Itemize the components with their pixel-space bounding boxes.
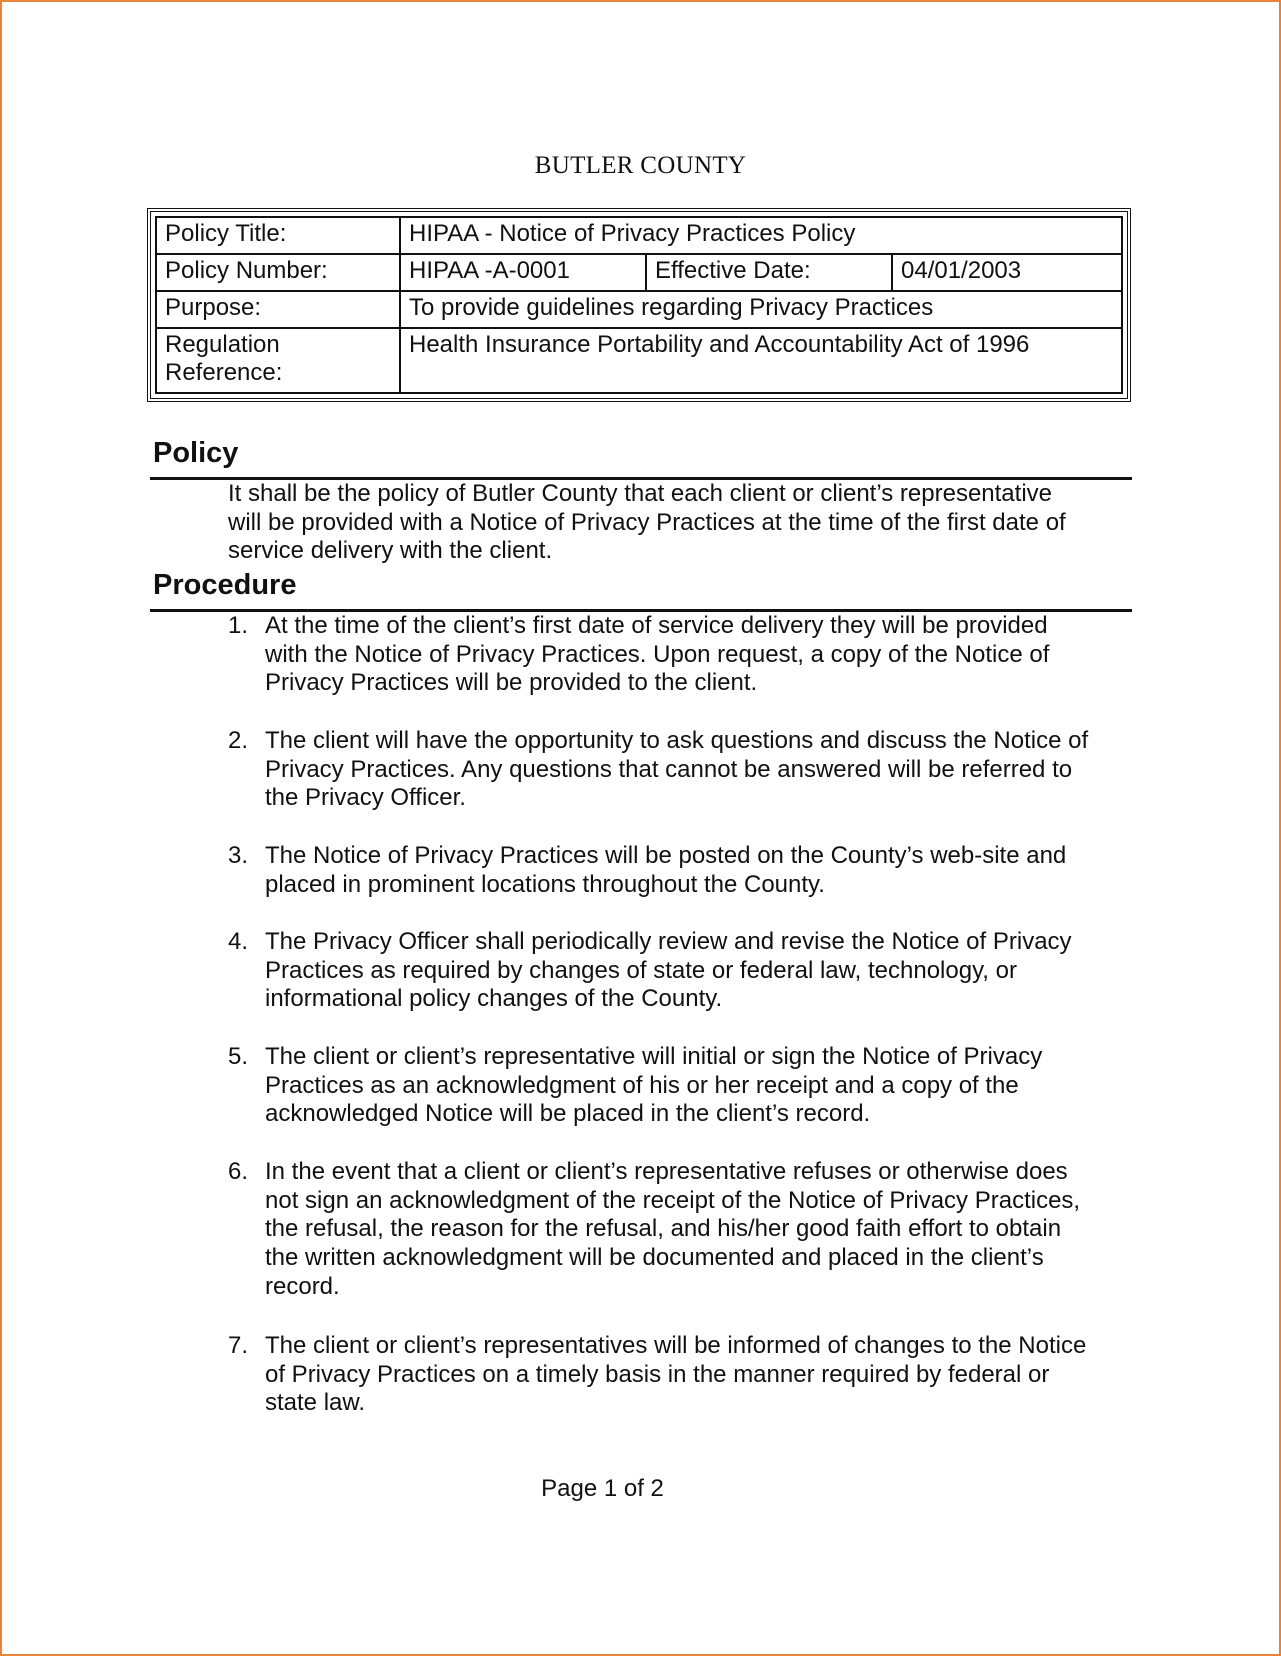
procedure-item-line: In the event that a client or client’s representative refuses or otherwise does bbox=[265, 1158, 1068, 1185]
procedure-item-line: the refusal, the reason for the refusal, and his/her good faith effort to obtain bbox=[265, 1215, 1062, 1243]
policy-number-value: HIPAA -A-0001 bbox=[400, 254, 646, 291]
procedure-item-number: 6. bbox=[228, 1158, 249, 1185]
procedure-item-line: informational policy changes of the County. bbox=[265, 985, 723, 1013]
regulation-label bbox=[156, 328, 400, 393]
procedure-item-line: The client or client’s representatives will be informed of changes to the Notice bbox=[265, 1332, 1087, 1359]
regulation-label-line-1: Regulation bbox=[165, 331, 280, 358]
effective-date-label: Effective Date: bbox=[646, 254, 892, 291]
procedure-item-line: The client will have the opportunity to ask questions and discuss the Notice of bbox=[265, 727, 1089, 754]
procedure-item-line: acknowledged Notice will be placed in the client’s record. bbox=[265, 1100, 871, 1128]
procedure-item-number: 5. bbox=[228, 1043, 249, 1070]
procedure-item-line: Privacy Practices will be provided to the client. bbox=[265, 669, 758, 697]
policy-title-value: HIPAA - Notice of Privacy Practices Policy bbox=[400, 217, 1122, 254]
procedure-item-line: The client or client’s representative will initial or sign the Notice of Privacy bbox=[265, 1043, 1043, 1070]
procedure-item-line: the written acknowledgment will be documented and placed in the client’s bbox=[265, 1244, 1044, 1272]
page-number: Page 1 of 2 bbox=[541, 1475, 664, 1502]
policy-number-label: Policy Number: bbox=[156, 254, 400, 291]
procedure-item-line: of Privacy Practices on a timely basis in the manner required by federal or bbox=[265, 1360, 1050, 1388]
purpose-value: To provide guidelines regarding Privacy Practices bbox=[400, 291, 1122, 328]
procedure-item-line: The Notice of Privacy Practices will be posted on the County’s web-site and bbox=[265, 842, 1067, 869]
procedure-item-number: 2. bbox=[228, 727, 249, 754]
procedure-item-line: The Privacy Officer shall periodically review and revise the Notice of Privacy bbox=[265, 928, 1072, 955]
purpose-label: Purpose: bbox=[156, 291, 400, 328]
procedure-item-number: 1. bbox=[228, 612, 249, 639]
policy-line: will be provided with a Notice of Privacy Practices at the time of the first date of bbox=[228, 508, 1066, 536]
policy-title-label: Policy Title: bbox=[156, 217, 400, 254]
county-title: BUTLER COUNTY bbox=[534, 152, 747, 179]
procedure-item-line: with the Notice of Privacy Practices. Upon request, a copy of the Notice of bbox=[265, 640, 1050, 668]
procedure-item-line: not sign an acknowledgment of the receipt of the Notice of Privacy Practices, bbox=[265, 1186, 1081, 1214]
policy-line: It shall be the policy of Butler County that each client or client’s representative bbox=[228, 480, 1053, 507]
procedure-item-line: Practices as an acknowledgment of his or her receipt and a copy of the bbox=[265, 1071, 1019, 1099]
procedure-item-line: placed in prominent locations throughout the County. bbox=[265, 870, 825, 898]
procedure-item-line: state law. bbox=[265, 1389, 366, 1417]
policy-info-table bbox=[147, 208, 1131, 402]
procedure-heading: Procedure bbox=[153, 569, 297, 601]
procedure-item-number: 7. bbox=[228, 1332, 249, 1359]
procedure-item-line: record. bbox=[265, 1272, 340, 1300]
procedure-item-number: 3. bbox=[228, 842, 249, 869]
regulation-value: Health Insurance Portability and Accountability Act of 1996 bbox=[400, 328, 1122, 393]
regulation-label-line-2: Reference: bbox=[165, 359, 283, 386]
policy-line: service delivery with the client. bbox=[228, 537, 553, 564]
effective-date-value: 04/01/2003 bbox=[892, 254, 1122, 291]
procedure-item-line: At the time of the client’s first date of service delivery they will be provided bbox=[265, 612, 1048, 639]
procedure-item-number: 4. bbox=[228, 928, 249, 955]
procedure-item-line: the Privacy Officer. bbox=[265, 784, 466, 812]
policy-heading: Policy bbox=[153, 437, 239, 469]
procedure-item-line: Practices as required by changes of state or federal law, technology, or bbox=[265, 956, 1017, 984]
policy-paragraph bbox=[228, 480, 1128, 566]
procedure-item-line: Privacy Practices. Any questions that cannot be answered will be referred to bbox=[265, 755, 1073, 783]
page-footer bbox=[0, 1475, 1281, 1503]
